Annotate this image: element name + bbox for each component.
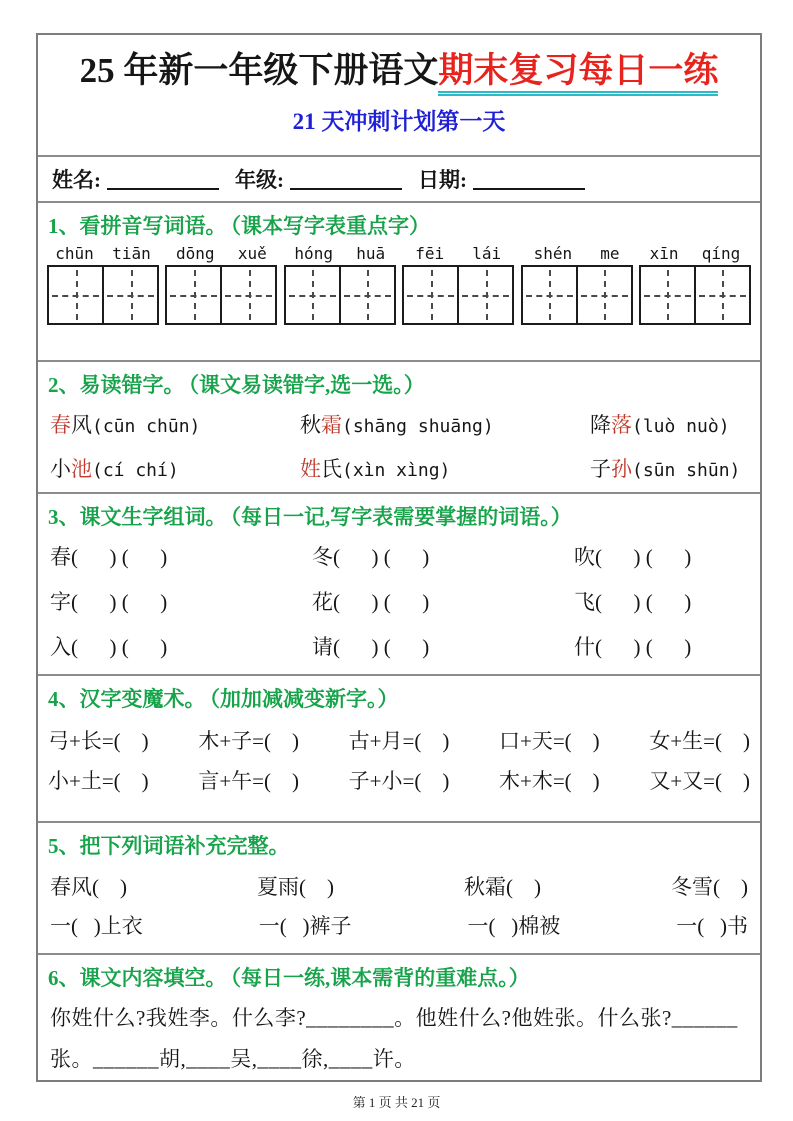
zuci-char: 春 [50, 545, 71, 570]
complete-item: 冬雪( ) [671, 875, 748, 900]
zuci-char: 什 [574, 635, 595, 660]
pinyin-label [520, 244, 634, 263]
complete-item: 一( )上衣 [50, 914, 143, 939]
zuci-blanks: ( ) ( ) [71, 590, 168, 615]
zuci-blanks: ( ) ( ) [71, 635, 168, 660]
zuci-cell [312, 541, 574, 571]
pinyin-syllable: hóng [294, 243, 333, 263]
misread-grid [38, 401, 760, 483]
pinyin-syllable: lái [472, 243, 502, 263]
section-2-heading [38, 362, 760, 401]
complete-item: 春风( ) [50, 875, 127, 900]
writing-box-pair [284, 265, 396, 325]
misread-pinyin-options: (luò nuò) [632, 416, 730, 438]
misread-red-char: 落 [611, 413, 632, 438]
zuci-char: 冬 [312, 545, 333, 570]
magic-item: 古+月=( ) [348, 728, 450, 753]
section-char-magic [38, 674, 760, 822]
misread-red-char: 孙 [611, 457, 632, 482]
magic-item: 又+又=( ) [649, 768, 750, 793]
zuci-char: 字 [50, 590, 71, 615]
misread-item [590, 409, 748, 439]
pinyin-syllable: tiān [112, 243, 151, 263]
section-2-note: （课文易读错字,选一选。） [188, 373, 425, 398]
magic-row [38, 715, 760, 755]
title-block [38, 35, 760, 155]
section-1-note: （课本写字表重点字） [230, 213, 430, 238]
writing-cell [339, 265, 396, 325]
complete-item: 夏雨( ) [257, 875, 334, 900]
complete-item: 秋霜( ) [464, 875, 541, 900]
section-2-title: 2、易读错字。 [48, 373, 185, 398]
writing-cell [47, 265, 104, 325]
zuci-grid [38, 533, 760, 661]
pinyin-syllable: me [600, 243, 620, 263]
magic-item: 弓+长=( ) [48, 728, 149, 753]
misread-item [590, 453, 748, 483]
misread-red-char: 姓 [300, 457, 321, 482]
pinyin-word [46, 244, 160, 325]
misread-pinyin-options: (cūn chūn) [92, 416, 201, 438]
magic-row [38, 755, 760, 795]
misread-pinyin-options: (xìn xìng) [342, 460, 451, 482]
magic-item: 言+午=( ) [198, 768, 300, 793]
zuci-blanks: ( ) ( ) [595, 635, 692, 660]
pinyin-syllable: qíng [701, 243, 741, 263]
writing-box-pair [402, 265, 514, 325]
magic-item: 口+天=( ) [498, 728, 600, 753]
zuci-cell [50, 631, 312, 661]
section-1-heading [38, 203, 760, 242]
pinyin-syllable: chūn [55, 243, 94, 263]
misread-black-char: 降 [590, 413, 611, 438]
zuci-char: 入 [50, 635, 71, 660]
pinyin-syllable: xuě [237, 243, 267, 263]
section-5-title: 5、把下列词语补充完整。 [48, 834, 290, 859]
zuci-char: 吹 [574, 545, 595, 570]
zuci-blanks: ( ) ( ) [333, 635, 430, 660]
pinyin-word [638, 244, 752, 325]
misread-item [300, 409, 590, 439]
info-row [38, 155, 760, 201]
section-3-note: （每日一记,写字表需要掌握的词语。） [230, 505, 572, 530]
magic-item: 女+生=( ) [649, 728, 750, 753]
page-title-red: 期末复习每日一练 [438, 51, 718, 96]
pinyin-syllable: huā [356, 243, 386, 263]
zuci-cell [574, 541, 748, 571]
writing-cell [220, 265, 277, 325]
name-label: 姓名: [52, 167, 101, 192]
page-number: 第 1 页 共 21 页 [352, 1095, 441, 1110]
section-4-title: 4、汉字变魔术。 [48, 686, 206, 711]
zuci-blanks: ( ) ( ) [333, 590, 430, 615]
grade-blank-line [290, 168, 402, 190]
zuci-cell [574, 586, 748, 616]
misread-black-char: 小 [50, 457, 71, 482]
magic-item: 木+木=( ) [498, 768, 600, 793]
misread-red-char: 霜 [321, 413, 342, 438]
section-complete-words [38, 821, 760, 953]
section-misread-chars [38, 360, 760, 492]
complete-item: 一( )裤子 [258, 914, 352, 939]
zuci-cell [312, 631, 574, 661]
writing-cell [165, 265, 222, 325]
fill-text: 你姓什么?我姓李。什么李?________。他姓什么?他姓张。什么张?______张。______胡,____吴,____徐,____许。 [50, 1006, 738, 1072]
zuci-blanks: ( ) ( ) [595, 590, 692, 615]
page-subtitle: 21 天冲刺计划第一天 [292, 109, 506, 135]
misread-black-char: 子 [590, 457, 611, 482]
magic-item: 木+子=( ) [198, 728, 300, 753]
misread-pinyin-options: (cí chí) [92, 460, 179, 482]
misread-pinyin-options: (sūn shūn) [632, 460, 741, 482]
section-pinyin-writing [38, 201, 760, 361]
worksheet-frame [36, 33, 762, 1082]
section-1-title: 1、看拼音写词语。 [48, 213, 227, 238]
misread-black-char: 风 [71, 413, 92, 438]
writing-cell [457, 265, 514, 325]
pinyin-word [283, 244, 397, 325]
zuci-char: 花 [312, 590, 333, 615]
section-3-heading [38, 494, 760, 533]
pinyin-label [164, 244, 278, 263]
complete-item: 一( )棉被 [467, 914, 561, 939]
zuci-blanks: ( ) ( ) [71, 545, 168, 570]
writing-cell [284, 265, 341, 325]
pinyin-label [46, 244, 160, 263]
writing-cell [639, 265, 696, 325]
section-6-title: 6、课文内容填空。 [48, 966, 227, 991]
writing-box-pair [165, 265, 277, 325]
date-label: 日期: [418, 167, 467, 192]
zuci-cell [50, 541, 312, 571]
date-blank-line [473, 168, 585, 190]
pinyin-syllable: shén [533, 243, 573, 263]
zuci-cell [50, 586, 312, 616]
section-text-fill [38, 953, 760, 1080]
zuci-cell [574, 631, 748, 661]
zuci-cell [312, 586, 574, 616]
pinyin-label [638, 244, 752, 263]
complete-item: 一( )书 [676, 914, 748, 939]
writing-cell [576, 265, 633, 325]
misread-item [50, 453, 300, 483]
section-6-heading [38, 955, 760, 994]
section-4-note: （加加减减变新字。） [209, 686, 399, 711]
pinyin-syllable: fēi [415, 243, 445, 263]
pinyin-words-row [38, 242, 760, 325]
misread-red-char: 春 [50, 413, 71, 438]
misread-black-char: 氏 [321, 457, 342, 482]
zuci-char: 飞 [574, 590, 595, 615]
pinyin-word [401, 244, 515, 325]
page-title-black: 25 年新一年级下册语文 [79, 51, 439, 90]
section-5-heading [38, 823, 760, 862]
misread-pinyin-options: (shāng shuāng) [342, 416, 494, 438]
misread-red-char: 池 [71, 457, 92, 482]
complete-row [38, 862, 760, 901]
writing-cell [694, 265, 751, 325]
zuci-blanks: ( ) ( ) [595, 545, 692, 570]
misread-item [50, 409, 300, 439]
pinyin-word [520, 244, 634, 325]
writing-cell [102, 265, 159, 325]
page-title [38, 51, 760, 91]
section-4-heading [38, 676, 760, 715]
pinyin-syllable: xīn [649, 243, 679, 263]
writing-box-pair [47, 265, 159, 325]
writing-cell [402, 265, 459, 325]
writing-box-pair [639, 265, 751, 325]
misread-item [300, 453, 590, 483]
section-3-title: 3、课文生字组词。 [48, 505, 227, 530]
zuci-char: 请 [312, 635, 333, 660]
magic-item: 子+小=( ) [348, 768, 450, 793]
complete-row [38, 901, 760, 940]
misread-black-char: 秋 [300, 413, 321, 438]
writing-box-pair [521, 265, 633, 325]
zuci-blanks: ( ) ( ) [333, 545, 430, 570]
grade-label: 年级: [235, 167, 284, 192]
pinyin-word [164, 244, 278, 325]
name-blank-line [107, 168, 219, 190]
section-word-building [38, 492, 760, 674]
pinyin-syllable: dōng [176, 243, 215, 263]
section-6-note: （每日一练,课本需背的重难点。） [230, 966, 530, 991]
pinyin-label [401, 244, 515, 263]
writing-cell [521, 265, 578, 325]
magic-item: 小+土=( ) [48, 768, 149, 793]
pinyin-label [283, 244, 397, 263]
